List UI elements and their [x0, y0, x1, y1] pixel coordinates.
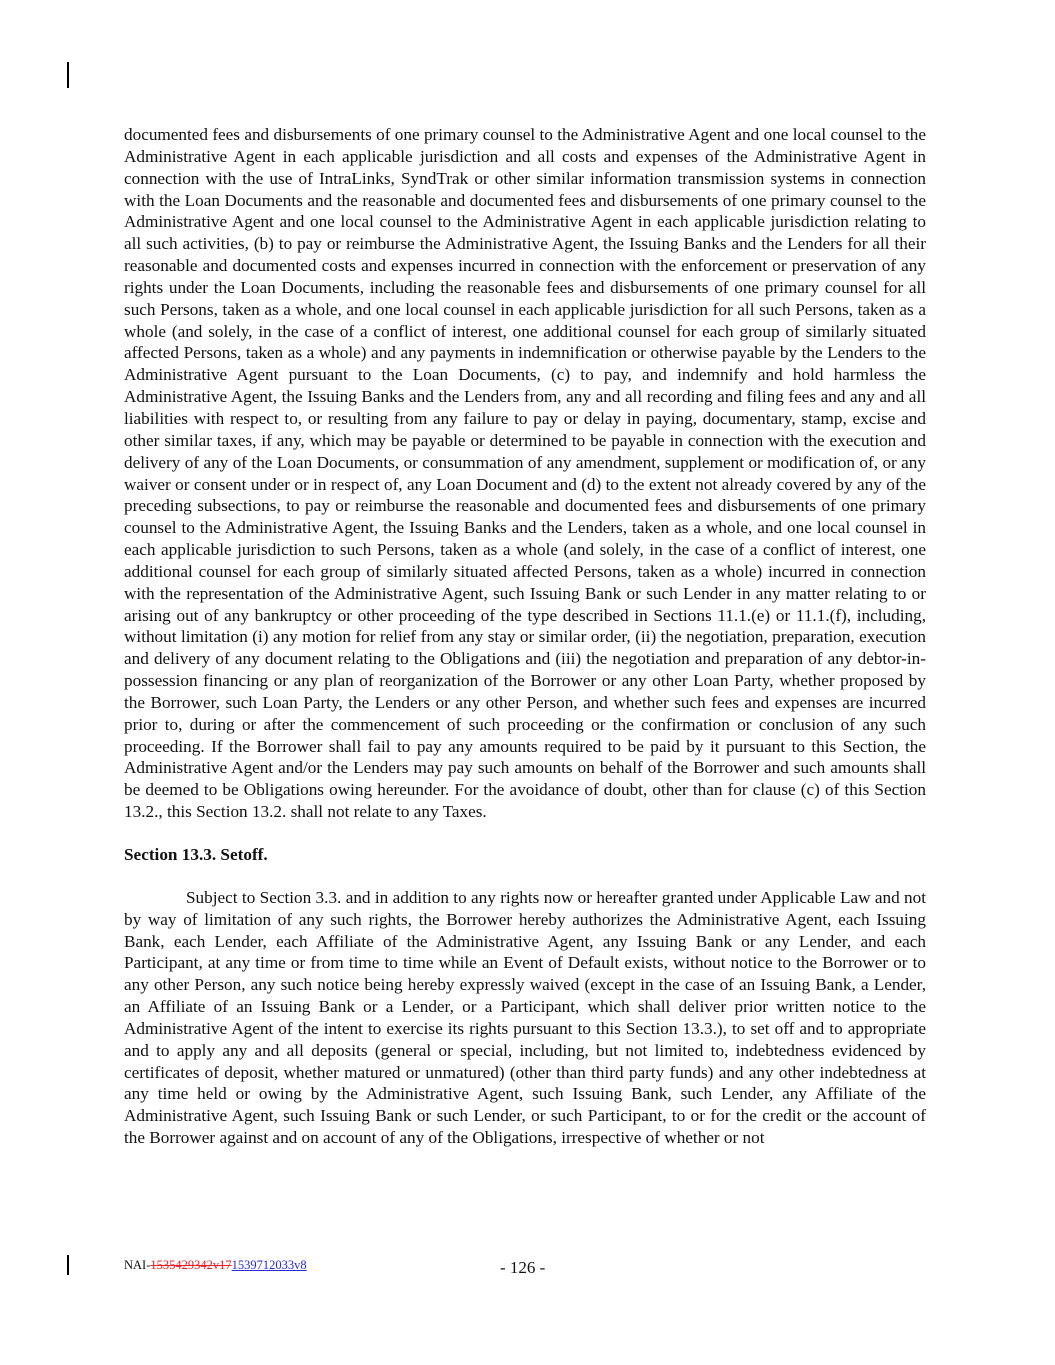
section-heading: Section 13.3. Setoff.	[124, 845, 268, 864]
document-id	[124, 1258, 307, 1273]
section-paragraph: Subject to Section 3.3. and in addition to any rights now or hereafter granted under Applicable Law and not by way of limitation of any such rights, the Borrower hereby authorizes the Administrative Agent, each Issuing Bank, each Lender, each Affiliate of the Administrative Agent, any Issuing Bank or any Lender, and each Participant, at any time or from time to time while an Event of Default exists, without notice to the Borrower or to any other Person, any such notice being hereby expressly waived (except in the case of an Issuing Bank, a Lender, an Affiliate of an Issuing Bank or a Lender, or a Participant, which shall deliver prior written notice to the Administrative Agent of the intent to exercise its rights pursuant to this Section 13.3.), to set off and to appropriate and to apply any and all deposits (general or special, including, but not limited to, indebtedness evidenced by certificates of deposit, whether matured or unmatured) (other than third party funds) and any other indebtedness at any time held or owing by the Administrative Agent, such Issuing Bank, such Lender, any Affiliate of the Administrative Agent, such Issuing Bank or such Lender, or such Participant, to or for the credit or the account of the Borrower against and on account of any of the Obligations, irrespective of whether or not	[124, 887, 926, 1148]
paragraph-continued: documented fees and disbursements of one primary counsel to the Administrative Agent and one local counsel to the Administrative Agent in each applicable jurisdiction and all costs and expenses of the Administrative Agent in connection with the use of IntraLinks, SyndTrak or other similar information transmission systems in connection with the Loan Documents and the reasonable and documented fees and disbursements of one primary counsel to the Administrative Agent and one local counsel to the Administrative Agent in each applicable jurisdiction relating to all such activities, (b) to pay or reimburse the Administrative Agent, the Issuing Banks and the Lenders for all their reasonable and documented costs and expenses incurred in connection with the enforcement or preservation of any rights under the Loan Documents, including the reasonable fees and disbursements of one primary counsel for all such Persons, taken as a whole, and one local counsel in each applicable jurisdiction for all such Persons, taken as a whole (and solely, in the case of a conflict of interest, one additional counsel for each group of similarly situated affected Persons, taken as a whole) and any payments in indemnification or otherwise payable by the Lenders to the Administrative Agent pursuant to the Loan Documents, (c) to pay, and indemnify and hold harmless the Administrative Agent, the Issuing Banks and the Lenders from, any and all recording and filing fees and any and all liabilities with respect to, or resulting from any failure to pay or delay in paying, documentary, stamp, excise and other similar taxes, if any, which may be payable or determined to be payable in connection with the execution and delivery of any of the Loan Documents, or consummation of any amendment, supplement or modification of, or any waiver or consent under or in respect of, any Loan Document and (d) to the extent not already covered by any of the preceding subsections, to pay or reimburse the reasonable and documented fees and disbursements of one primary counsel to the Administrative Agent, the Issuing Banks and the Lenders, taken as a whole, and one local counsel in each applicable jurisdiction to such Persons, taken as a whole (and solely, in the case of a conflict of interest, one additional counsel for each group of similarly situated affected Persons, taken as a whole) incurred in connection with the representation of the Administrative Agent, such Issuing Bank or such Lender in any matter relating to or arising out of any bankruptcy or other proceeding of the type described in Sections 11.1.(e) or 11.1.(f), including, without limitation (i) any motion for relief from any stay or similar order, (ii) the negotiation, preparation, execution and delivery of any document relating to the Obligations and (iii) the negotiation and preparation of any debtor-in-possession financing or any plan of reorganization of the Borrower or any other Loan Party, whether proposed by the Borrower, such Loan Party, the Lenders or any other Person, and whether such fees and expenses are incurred prior to, during or after the commencement of such proceeding or the confirmation or conclusion of any such proceeding. If the Borrower shall fail to pay any amounts required to be paid by it pursuant to this Section, the Administrative Agent and/or the Lenders may pay such amounts on behalf of the Borrower and such amounts shall be deemed to be Obligations owing hereunder. For the avoidance of doubt, other than for clause (c) of this Section 13.2., this Section 13.2. shall not relate to any Taxes.	[124, 125, 926, 822]
document-body	[124, 124, 926, 1149]
doc-id-inserted: 1539712033v8	[231, 1258, 307, 1272]
change-bar-bottom	[67, 1255, 69, 1275]
change-bar-top	[67, 62, 69, 88]
page-number: - 126 -	[500, 1258, 546, 1277]
doc-id-deleted: 1535429342v17	[150, 1258, 232, 1272]
doc-id-prefix: NAI-	[124, 1258, 151, 1272]
